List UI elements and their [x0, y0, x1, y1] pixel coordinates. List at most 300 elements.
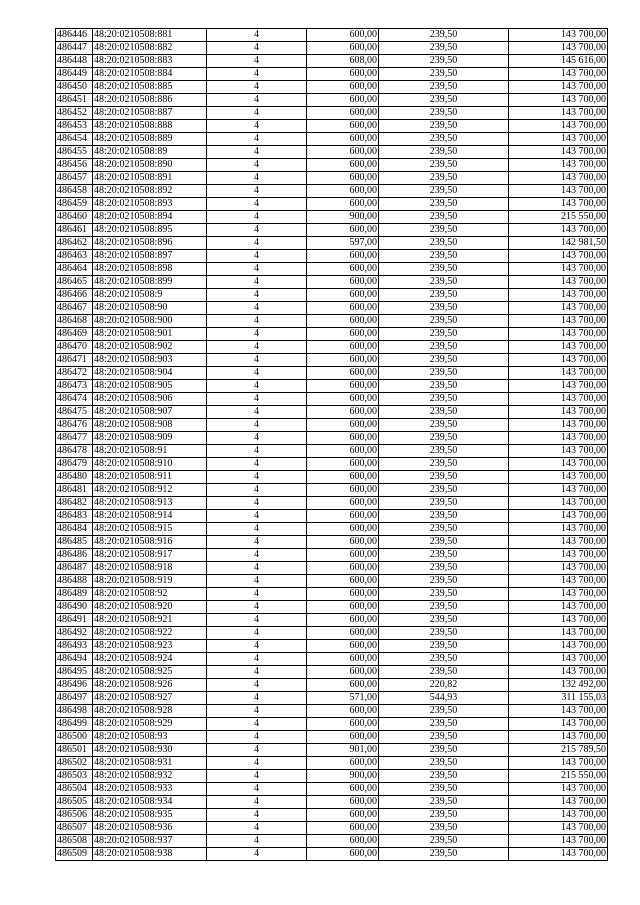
- table-row: [56, 835, 608, 848]
- group-code-cell: 4: [207, 133, 307, 146]
- table-row: [56, 146, 608, 159]
- table-row: [56, 497, 608, 510]
- group-code-cell: 4: [207, 497, 307, 510]
- cadastral-number-cell: 48:20:0210508:904: [93, 367, 207, 380]
- table-row: [56, 341, 608, 354]
- cadastral-number-cell: 48:20:0210508:937: [93, 835, 207, 848]
- cadastral-value-cell: 143 700,00: [509, 471, 608, 484]
- row-number-cell: 486506: [56, 809, 93, 822]
- specific-value-cell: 239,50: [379, 55, 509, 68]
- group-code-cell: 4: [207, 315, 307, 328]
- specific-value-cell: 239,50: [379, 94, 509, 107]
- table-row: [56, 302, 608, 315]
- specific-value-cell: 239,50: [379, 172, 509, 185]
- area-cell: 600,00: [307, 679, 379, 692]
- cadastral-number-cell: 48:20:0210508:890: [93, 159, 207, 172]
- cadastral-value-cell: 143 700,00: [509, 666, 608, 679]
- group-code-cell: 4: [207, 705, 307, 718]
- cadastral-value-cell: 143 700,00: [509, 159, 608, 172]
- cadastral-value-cell: 143 700,00: [509, 289, 608, 302]
- cadastral-number-cell: 48:20:0210508:889: [93, 133, 207, 146]
- row-number-cell: 486465: [56, 276, 93, 289]
- cadastral-number-cell: 48:20:0210508:883: [93, 55, 207, 68]
- specific-value-cell: 239,50: [379, 42, 509, 55]
- row-number-cell: 486462: [56, 237, 93, 250]
- area-cell: 600,00: [307, 497, 379, 510]
- table-row: [56, 107, 608, 120]
- row-number-cell: 486474: [56, 393, 93, 406]
- table-row: [56, 770, 608, 783]
- row-number-cell: 486503: [56, 770, 93, 783]
- row-number-cell: 486472: [56, 367, 93, 380]
- area-cell: 600,00: [307, 172, 379, 185]
- specific-value-cell: 239,50: [379, 471, 509, 484]
- cadastral-value-cell: 142 981,50: [509, 237, 608, 250]
- table-row: [56, 640, 608, 653]
- cadastral-value-cell: 311 155,03: [509, 692, 608, 705]
- specific-value-cell: 239,50: [379, 770, 509, 783]
- cadastral-value-cell: 143 700,00: [509, 380, 608, 393]
- area-cell: 600,00: [307, 146, 379, 159]
- group-code-cell: 4: [207, 237, 307, 250]
- row-number-cell: 486483: [56, 510, 93, 523]
- specific-value-cell: 239,50: [379, 263, 509, 276]
- area-cell: 600,00: [307, 250, 379, 263]
- specific-value-cell: 239,50: [379, 562, 509, 575]
- area-cell: 600,00: [307, 107, 379, 120]
- cadastral-value-cell: 143 700,00: [509, 94, 608, 107]
- cadastral-number-cell: 48:20:0210508:905: [93, 380, 207, 393]
- area-cell: 600,00: [307, 653, 379, 666]
- cadastral-number-cell: 48:20:0210508:895: [93, 224, 207, 237]
- row-number-cell: 486454: [56, 133, 93, 146]
- row-number-cell: 486448: [56, 55, 93, 68]
- specific-value-cell: 239,50: [379, 588, 509, 601]
- cadastral-number-cell: 48:20:0210508:924: [93, 653, 207, 666]
- group-code-cell: 4: [207, 81, 307, 94]
- group-code-cell: 4: [207, 29, 307, 42]
- cadastral-value-cell: 143 700,00: [509, 731, 608, 744]
- cadastral-number-cell: 48:20:0210508:932: [93, 770, 207, 783]
- specific-value-cell: 239,50: [379, 159, 509, 172]
- row-number-cell: 486494: [56, 653, 93, 666]
- cadastral-value-cell: 143 700,00: [509, 406, 608, 419]
- table-row: [56, 848, 608, 861]
- row-number-cell: 486446: [56, 29, 93, 42]
- cadastral-value-cell: 143 700,00: [509, 341, 608, 354]
- cadastral-number-cell: 48:20:0210508:900: [93, 315, 207, 328]
- area-cell: 600,00: [307, 562, 379, 575]
- group-code-cell: 4: [207, 120, 307, 133]
- row-number-cell: 486489: [56, 588, 93, 601]
- area-cell: 600,00: [307, 731, 379, 744]
- specific-value-cell: 239,50: [379, 536, 509, 549]
- area-cell: 600,00: [307, 757, 379, 770]
- group-code-cell: 4: [207, 367, 307, 380]
- area-cell: 600,00: [307, 224, 379, 237]
- group-code-cell: 4: [207, 666, 307, 679]
- specific-value-cell: 239,50: [379, 718, 509, 731]
- group-code-cell: 4: [207, 692, 307, 705]
- specific-value-cell: 239,50: [379, 744, 509, 757]
- group-code-cell: 4: [207, 796, 307, 809]
- group-code-cell: 4: [207, 211, 307, 224]
- area-cell: 600,00: [307, 549, 379, 562]
- cadastral-number-cell: 48:20:0210508:91: [93, 445, 207, 458]
- group-code-cell: 4: [207, 510, 307, 523]
- group-code-cell: 4: [207, 757, 307, 770]
- cadastral-value-cell: 143 700,00: [509, 718, 608, 731]
- row-number-cell: 486470: [56, 341, 93, 354]
- table-row: [56, 354, 608, 367]
- cadastral-number-cell: 48:20:0210508:902: [93, 341, 207, 354]
- specific-value-cell: 239,50: [379, 211, 509, 224]
- table-row: [56, 120, 608, 133]
- row-number-cell: 486471: [56, 354, 93, 367]
- table-row: [56, 562, 608, 575]
- group-code-cell: 4: [207, 523, 307, 536]
- cadastral-value-cell: 143 700,00: [509, 224, 608, 237]
- cadastral-number-cell: 48:20:0210508:935: [93, 809, 207, 822]
- area-cell: 600,00: [307, 367, 379, 380]
- area-cell: 600,00: [307, 458, 379, 471]
- row-number-cell: 486461: [56, 224, 93, 237]
- row-number-cell: 486473: [56, 380, 93, 393]
- cadastral-number-cell: 48:20:0210508:920: [93, 601, 207, 614]
- specific-value-cell: 239,50: [379, 250, 509, 263]
- area-cell: 901,00: [307, 744, 379, 757]
- cadastral-number-cell: 48:20:0210508:933: [93, 783, 207, 796]
- specific-value-cell: 239,50: [379, 185, 509, 198]
- cadastral-value-cell: 143 700,00: [509, 640, 608, 653]
- group-code-cell: 4: [207, 419, 307, 432]
- group-code-cell: 4: [207, 744, 307, 757]
- cadastral-number-cell: 48:20:0210508:9: [93, 289, 207, 302]
- row-number-cell: 486459: [56, 198, 93, 211]
- cadastral-number-cell: 48:20:0210508:929: [93, 718, 207, 731]
- table-row: [56, 510, 608, 523]
- cadastral-number-cell: 48:20:0210508:927: [93, 692, 207, 705]
- specific-value-cell: 239,50: [379, 224, 509, 237]
- cadastral-number-cell: 48:20:0210508:922: [93, 627, 207, 640]
- area-cell: 600,00: [307, 380, 379, 393]
- group-code-cell: 4: [207, 380, 307, 393]
- cadastral-value-cell: 215 789,50: [509, 744, 608, 757]
- cadastral-value-cell: 143 700,00: [509, 185, 608, 198]
- cadastral-value-cell: 143 700,00: [509, 276, 608, 289]
- area-cell: 600,00: [307, 133, 379, 146]
- group-code-cell: 4: [207, 848, 307, 861]
- cadastral-value-cell: 143 700,00: [509, 523, 608, 536]
- group-code-cell: 4: [207, 601, 307, 614]
- cadastral-number-cell: 48:20:0210508:893: [93, 198, 207, 211]
- specific-value-cell: 239,50: [379, 575, 509, 588]
- cadastral-number-cell: 48:20:0210508:926: [93, 679, 207, 692]
- cadastral-value-cell: 132 492,00: [509, 679, 608, 692]
- group-code-cell: 4: [207, 107, 307, 120]
- table-row: [56, 289, 608, 302]
- row-number-cell: 486451: [56, 94, 93, 107]
- row-number-cell: 486453: [56, 120, 93, 133]
- specific-value-cell: 239,50: [379, 627, 509, 640]
- table-row: [56, 133, 608, 146]
- cadastral-value-cell: 143 700,00: [509, 848, 608, 861]
- cadastral-number-cell: 48:20:0210508:914: [93, 510, 207, 523]
- group-code-cell: 4: [207, 445, 307, 458]
- cadastral-value-cell: 143 700,00: [509, 328, 608, 341]
- cadastral-value-cell: 143 700,00: [509, 198, 608, 211]
- group-code-cell: 4: [207, 328, 307, 341]
- area-cell: 571,00: [307, 692, 379, 705]
- group-code-cell: 4: [207, 302, 307, 315]
- cadastral-value-cell: 143 700,00: [509, 809, 608, 822]
- cadastral-value-cell: 143 700,00: [509, 822, 608, 835]
- specific-value-cell: 239,50: [379, 107, 509, 120]
- table-row: [56, 783, 608, 796]
- group-code-cell: 4: [207, 484, 307, 497]
- group-code-cell: 4: [207, 250, 307, 263]
- specific-value-cell: 239,50: [379, 757, 509, 770]
- table-row: [56, 575, 608, 588]
- specific-value-cell: 239,50: [379, 497, 509, 510]
- row-number-cell: 486479: [56, 458, 93, 471]
- area-cell: 600,00: [307, 263, 379, 276]
- area-cell: 900,00: [307, 211, 379, 224]
- cadastral-number-cell: 48:20:0210508:881: [93, 29, 207, 42]
- row-number-cell: 486478: [56, 445, 93, 458]
- specific-value-cell: 239,50: [379, 276, 509, 289]
- row-number-cell: 486464: [56, 263, 93, 276]
- group-code-cell: 4: [207, 718, 307, 731]
- area-cell: 600,00: [307, 29, 379, 42]
- specific-value-cell: 239,50: [379, 146, 509, 159]
- cadastral-number-cell: 48:20:0210508:938: [93, 848, 207, 861]
- group-code-cell: 4: [207, 458, 307, 471]
- group-code-cell: 4: [207, 198, 307, 211]
- table-row: [56, 666, 608, 679]
- table-row: [56, 692, 608, 705]
- table-row: [56, 484, 608, 497]
- cadastral-number-cell: 48:20:0210508:919: [93, 575, 207, 588]
- cadastral-number-cell: 48:20:0210508:918: [93, 562, 207, 575]
- specific-value-cell: 239,50: [379, 68, 509, 81]
- cadastral-number-cell: 48:20:0210508:909: [93, 432, 207, 445]
- row-number-cell: 486455: [56, 146, 93, 159]
- specific-value-cell: 239,50: [379, 601, 509, 614]
- table-row: [56, 29, 608, 42]
- cadastral-value-cell: 143 700,00: [509, 263, 608, 276]
- area-cell: 600,00: [307, 276, 379, 289]
- area-cell: 600,00: [307, 289, 379, 302]
- row-number-cell: 486495: [56, 666, 93, 679]
- cadastral-number-cell: 48:20:0210508:882: [93, 42, 207, 55]
- cadastral-value-cell: 143 700,00: [509, 497, 608, 510]
- area-cell: 600,00: [307, 185, 379, 198]
- specific-value-cell: 239,50: [379, 29, 509, 42]
- table-row: [56, 367, 608, 380]
- cadastral-value-cell: 143 700,00: [509, 614, 608, 627]
- cadastral-number-cell: 48:20:0210508:90: [93, 302, 207, 315]
- cadastral-number-cell: 48:20:0210508:917: [93, 549, 207, 562]
- table-row: [56, 380, 608, 393]
- group-code-cell: 4: [207, 770, 307, 783]
- area-cell: 600,00: [307, 718, 379, 731]
- area-cell: 600,00: [307, 159, 379, 172]
- table-row: [56, 445, 608, 458]
- cadastral-value-cell: 143 700,00: [509, 68, 608, 81]
- specific-value-cell: 239,50: [379, 510, 509, 523]
- table-row: [56, 809, 608, 822]
- table-row: [56, 68, 608, 81]
- cadastral-number-cell: 48:20:0210508:913: [93, 497, 207, 510]
- row-number-cell: 486486: [56, 549, 93, 562]
- table-row: [56, 653, 608, 666]
- row-number-cell: 486484: [56, 523, 93, 536]
- area-cell: 600,00: [307, 601, 379, 614]
- cadastral-value-cell: 143 700,00: [509, 393, 608, 406]
- row-number-cell: 486467: [56, 302, 93, 315]
- cadastral-number-cell: 48:20:0210508:886: [93, 94, 207, 107]
- group-code-cell: 4: [207, 159, 307, 172]
- cadastral-value-cell: 143 700,00: [509, 835, 608, 848]
- row-number-cell: 486466: [56, 289, 93, 302]
- cadastral-number-cell: 48:20:0210508:93: [93, 731, 207, 744]
- area-cell: 600,00: [307, 120, 379, 133]
- cadastral-value-cell: 143 700,00: [509, 120, 608, 133]
- cadastral-value-cell: 143 700,00: [509, 133, 608, 146]
- group-code-cell: 4: [207, 653, 307, 666]
- table-row: [56, 81, 608, 94]
- group-code-cell: 4: [207, 588, 307, 601]
- group-code-cell: 4: [207, 172, 307, 185]
- specific-value-cell: 239,50: [379, 120, 509, 133]
- group-code-cell: 4: [207, 614, 307, 627]
- cadastral-value-cell: 143 700,00: [509, 783, 608, 796]
- area-cell: 600,00: [307, 302, 379, 315]
- specific-value-cell: 544,93: [379, 692, 509, 705]
- cadastral-number-cell: 48:20:0210508:903: [93, 354, 207, 367]
- table-row: [56, 432, 608, 445]
- specific-value-cell: 239,50: [379, 848, 509, 861]
- row-number-cell: 486500: [56, 731, 93, 744]
- area-cell: 600,00: [307, 510, 379, 523]
- table-row: [56, 237, 608, 250]
- group-code-cell: 4: [207, 471, 307, 484]
- row-number-cell: 486498: [56, 705, 93, 718]
- table-row: [56, 757, 608, 770]
- table-row: [56, 172, 608, 185]
- specific-value-cell: 239,50: [379, 796, 509, 809]
- group-code-cell: 4: [207, 146, 307, 159]
- area-cell: 600,00: [307, 471, 379, 484]
- cadastral-number-cell: 48:20:0210508:899: [93, 276, 207, 289]
- cadastral-value-cell: 143 700,00: [509, 575, 608, 588]
- group-code-cell: 4: [207, 783, 307, 796]
- table-row: [56, 224, 608, 237]
- cadastral-number-cell: 48:20:0210508:936: [93, 822, 207, 835]
- table-row: [56, 419, 608, 432]
- row-number-cell: 486496: [56, 679, 93, 692]
- area-cell: 600,00: [307, 42, 379, 55]
- table-row: [56, 315, 608, 328]
- cadastral-number-cell: 48:20:0210508:921: [93, 614, 207, 627]
- group-code-cell: 4: [207, 406, 307, 419]
- cadastral-value-cell: 145 616,00: [509, 55, 608, 68]
- table-row: [56, 42, 608, 55]
- cadastral-value-cell: 143 700,00: [509, 250, 608, 263]
- cadastral-number-cell: 48:20:0210508:915: [93, 523, 207, 536]
- table-row: [56, 276, 608, 289]
- table-row: [56, 211, 608, 224]
- area-cell: 600,00: [307, 354, 379, 367]
- area-cell: 600,00: [307, 523, 379, 536]
- specific-value-cell: 239,50: [379, 393, 509, 406]
- cadastral-value-cell: 143 700,00: [509, 601, 608, 614]
- row-number-cell: 486447: [56, 42, 93, 55]
- group-code-cell: 4: [207, 341, 307, 354]
- area-cell: 600,00: [307, 445, 379, 458]
- cadastral-number-cell: 48:20:0210508:891: [93, 172, 207, 185]
- specific-value-cell: 239,50: [379, 237, 509, 250]
- group-code-cell: 4: [207, 562, 307, 575]
- row-number-cell: 486490: [56, 601, 93, 614]
- area-cell: 600,00: [307, 81, 379, 94]
- group-code-cell: 4: [207, 224, 307, 237]
- group-code-cell: 4: [207, 835, 307, 848]
- area-cell: 600,00: [307, 68, 379, 81]
- cadastral-value-cell: 143 700,00: [509, 367, 608, 380]
- area-cell: 600,00: [307, 419, 379, 432]
- area-cell: 600,00: [307, 94, 379, 107]
- table-row: [56, 471, 608, 484]
- row-number-cell: 486477: [56, 432, 93, 445]
- cadastral-number-cell: 48:20:0210508:898: [93, 263, 207, 276]
- specific-value-cell: 239,50: [379, 731, 509, 744]
- cadastral-value-cell: 143 700,00: [509, 42, 608, 55]
- cadastral-value-cell: 143 700,00: [509, 354, 608, 367]
- row-number-cell: 486491: [56, 614, 93, 627]
- cadastral-number-cell: 48:20:0210508:934: [93, 796, 207, 809]
- row-number-cell: 486468: [56, 315, 93, 328]
- area-cell: 600,00: [307, 341, 379, 354]
- area-cell: 600,00: [307, 796, 379, 809]
- area-cell: 600,00: [307, 588, 379, 601]
- specific-value-cell: 239,50: [379, 445, 509, 458]
- group-code-cell: 4: [207, 679, 307, 692]
- row-number-cell: 486502: [56, 757, 93, 770]
- area-cell: 600,00: [307, 484, 379, 497]
- cadastral-number-cell: 48:20:0210508:923: [93, 640, 207, 653]
- cadastral-value-cell: 143 700,00: [509, 302, 608, 315]
- cadastral-number-cell: 48:20:0210508:896: [93, 237, 207, 250]
- group-code-cell: 4: [207, 822, 307, 835]
- cadastral-value-cell: 215 550,00: [509, 211, 608, 224]
- specific-value-cell: 239,50: [379, 809, 509, 822]
- cadastral-number-cell: 48:20:0210508:888: [93, 120, 207, 133]
- row-number-cell: 486475: [56, 406, 93, 419]
- specific-value-cell: 239,50: [379, 484, 509, 497]
- group-code-cell: 4: [207, 276, 307, 289]
- row-number-cell: 486497: [56, 692, 93, 705]
- area-cell: 600,00: [307, 315, 379, 328]
- specific-value-cell: 239,50: [379, 822, 509, 835]
- cadastral-number-cell: 48:20:0210508:908: [93, 419, 207, 432]
- cadastral-value-cell: 143 700,00: [509, 588, 608, 601]
- specific-value-cell: 239,50: [379, 328, 509, 341]
- row-number-cell: 486485: [56, 536, 93, 549]
- table-row: [56, 523, 608, 536]
- cadastral-value-cell: 143 700,00: [509, 549, 608, 562]
